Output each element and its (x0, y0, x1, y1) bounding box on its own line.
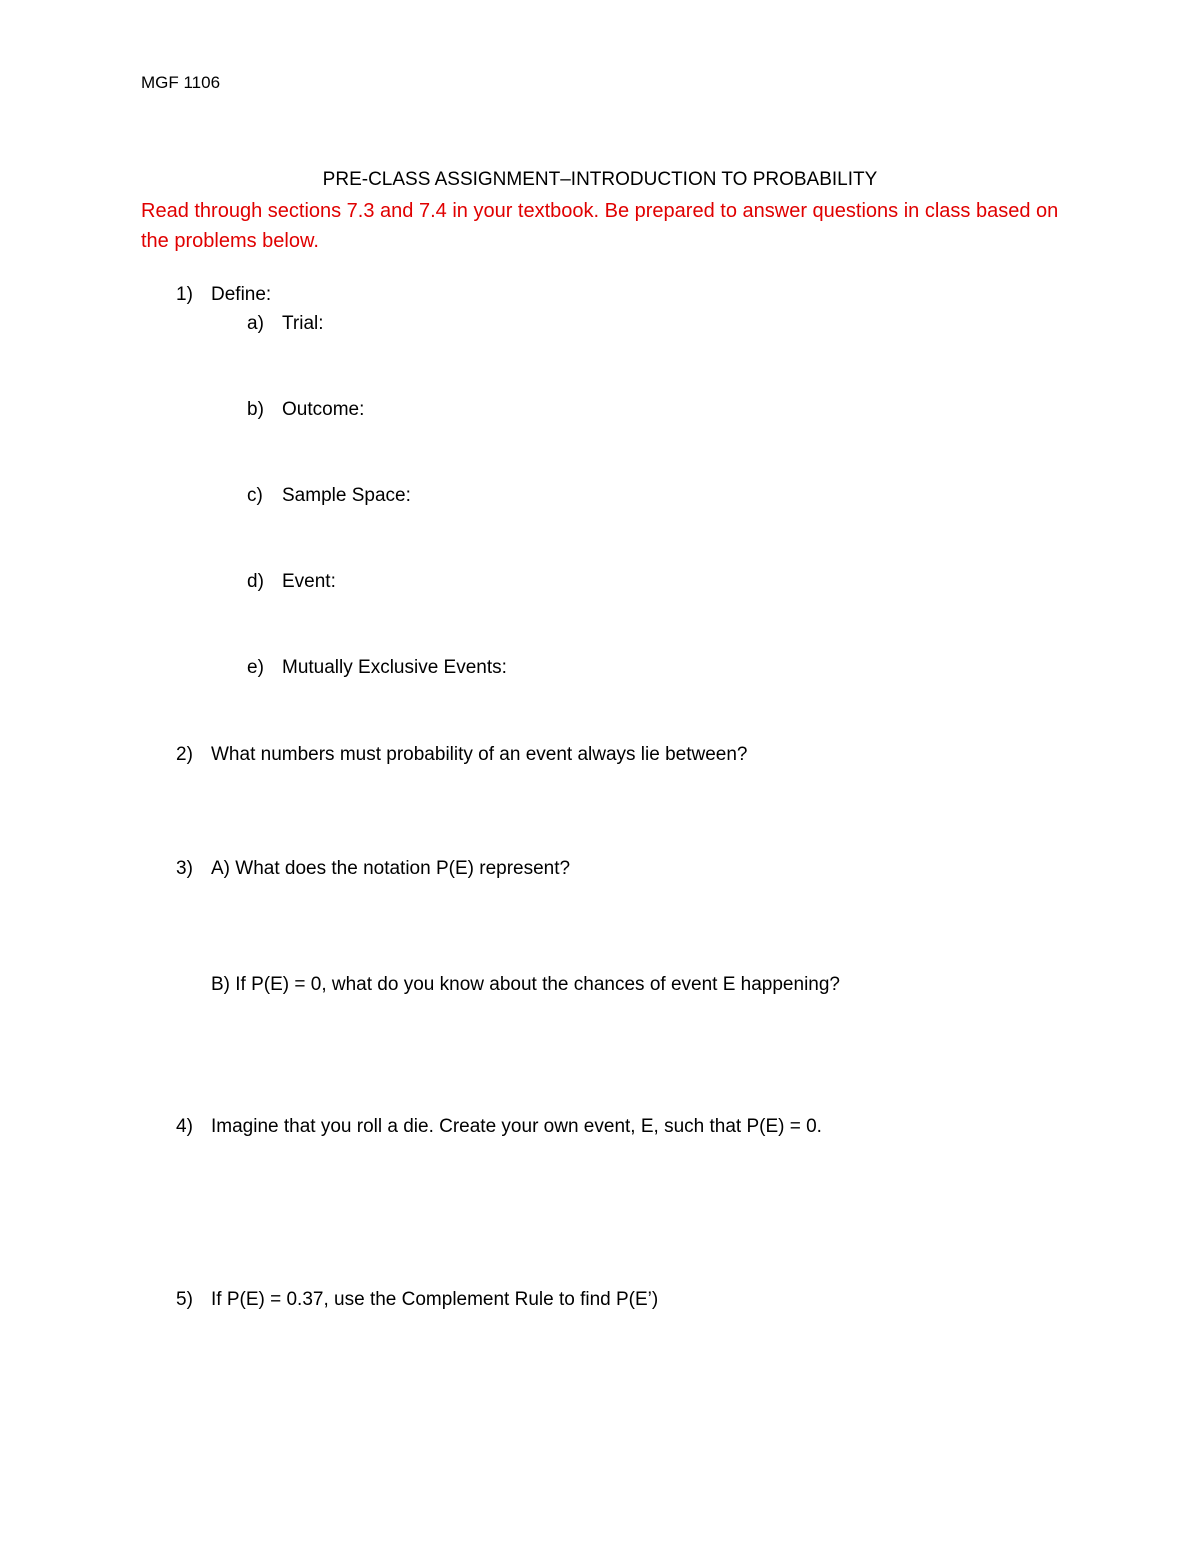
question-4-number: 4) (176, 1116, 193, 1137)
assignment-title: PRE-CLASS ASSIGNMENT–INTRODUCTION TO PROBABILITY (322, 169, 878, 190)
question-2-text: What numbers must probability of an event always lie between? (211, 744, 748, 765)
question-3b-text: B) If P(E) = 0, what do you know about the chances of event E happening? (211, 974, 840, 995)
question-1e-letter: e) (247, 657, 264, 678)
question-1b-text: Outcome: (282, 399, 365, 420)
question-1d-letter: d) (247, 571, 264, 592)
question-1c-text: Sample Space: (282, 485, 411, 506)
question-1a-text: Trial: (282, 313, 324, 334)
question-2-number: 2) (176, 744, 193, 765)
question-4-text: Imagine that you roll a die. Create your own event, E, such that P(E) = 0. (211, 1116, 822, 1137)
course-code: MGF 1106 (141, 73, 221, 92)
question-1d-text: Event: (282, 571, 336, 592)
question-1-text: Define: (211, 284, 272, 305)
question-3-number: 3) (176, 858, 193, 879)
reading-instruction: Read through sections 7.3 and 7.4 in your textbook. Be prepared to answer questions in class based on the problems below. (141, 200, 1059, 252)
question-1a-letter: a) (247, 313, 264, 334)
question-1-number: 1) (176, 284, 193, 305)
question-5-text: If P(E) = 0.37, use the Complement Rule to find P(E’) (211, 1289, 659, 1310)
question-1b-letter: b) (247, 399, 264, 420)
question-1c-letter: c) (247, 485, 263, 506)
question-1e-text: Mutually Exclusive Events: (282, 657, 507, 678)
question-5-number: 5) (176, 1289, 193, 1310)
question-3a-text: A) What does the notation P(E) represent? (211, 858, 571, 879)
